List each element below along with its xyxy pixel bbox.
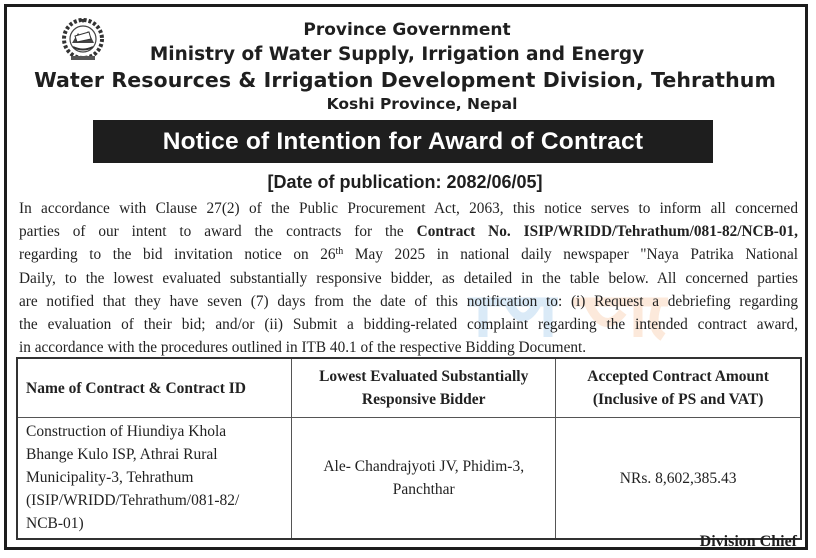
- notice-body: [19, 197, 798, 359]
- header-province-government: Province Government: [303, 20, 511, 40]
- cell-text: NCB-01): [26, 515, 84, 532]
- cell-text: Ale- Chandrajyoti JV, Phidim-3,: [323, 458, 525, 475]
- column-header-bidder: [292, 358, 556, 418]
- cell-amount: NRs. 8,602,385.43: [556, 418, 801, 540]
- award-table: [16, 357, 802, 540]
- body-line: [19, 220, 798, 243]
- cell-text: Bhange Kulo ISP, Athrai Rural: [26, 446, 218, 463]
- notice-title-banner: Notice of Intention for Award of Contract: [93, 120, 713, 163]
- cell-text: (ISIP/WRIDD/Tehrathum/081-82/: [26, 492, 240, 509]
- header-text: Responsive Bidder: [361, 391, 486, 408]
- header-division: Water Resources & Irrigation Development Division, Tehrathum: [34, 68, 776, 92]
- cell-contract: [17, 418, 292, 540]
- signoff-division-chief: Division Chief: [699, 533, 797, 550]
- cell-text: Municipality-3, Tehrathum: [26, 469, 194, 486]
- table-header-row: [17, 358, 801, 418]
- table-row: [17, 418, 801, 540]
- contract-number: Contract No. ISIP/WRIDD/Tehrathum/081-82/NCB-01,: [416, 223, 798, 241]
- body-line: are notified that they have seven (7) days from the date of this notification to: (i) Request a debriefing regarding: [19, 292, 798, 310]
- body-line: Daily, to the lowest evaluated substantially responsive bidder, as detailed in the table below. All concerned parties: [19, 269, 798, 287]
- header-text: (Inclusive of PS and VAT): [592, 391, 764, 408]
- ordinal-suffix: th: [335, 246, 344, 258]
- body-text: regarding to the bid invitation notice on 26: [19, 246, 336, 264]
- body-text: May 2025 in national daily newspaper "Naya Patrika National: [343, 246, 798, 264]
- header-text: Lowest Evaluated Substantially: [319, 368, 529, 385]
- cell-bidder: [292, 418, 556, 540]
- header-ministry: Ministry of Water Supply, Irrigation and Energy: [149, 44, 645, 65]
- header-location: Koshi Province, Nepal: [326, 95, 518, 113]
- publication-date: [Date of publication: 2082/06/05]: [267, 172, 543, 192]
- body-text: parties of our intent to award the contracts for the: [19, 223, 417, 241]
- body-line: [19, 243, 798, 266]
- header-text: Accepted Contract Amount: [587, 368, 769, 385]
- government-emblem-icon: [59, 17, 107, 63]
- body-line: the evaluation of their bid; and/or (ii) Submit a bidding-related complaint regarding the intended contract award,: [19, 316, 798, 334]
- column-header-amount: [556, 358, 801, 418]
- notice-frame: [4, 4, 808, 550]
- column-header-contract: Name of Contract & Contract ID: [17, 358, 292, 418]
- cell-text: Construction of Hiundiya Khola: [26, 423, 227, 440]
- body-line: In accordance with Clause 27(2) of the Public Procurement Act, 2063, this notice serves to inform all concerned: [19, 200, 798, 217]
- cell-text: Panchthar: [392, 481, 455, 498]
- body-line: in accordance with the procedures outlined in ITB 40.1 of the respective Bidding Document.: [19, 339, 587, 357]
